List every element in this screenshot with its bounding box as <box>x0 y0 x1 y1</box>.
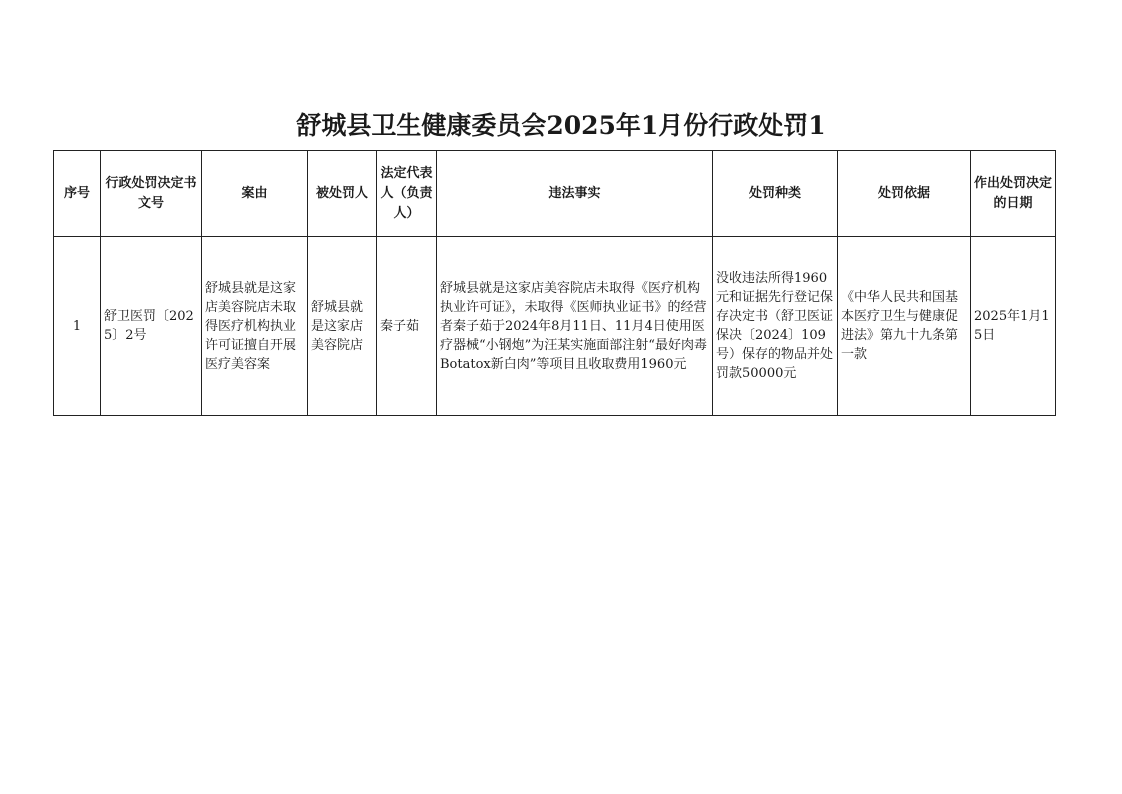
header-facts: 违法事实 <box>437 151 713 237</box>
cell-cause: 舒城县就是这家店美容院店未取得医疗机构执业许可证擅自开展医疗美容案 <box>202 237 308 416</box>
penalty-table <box>53 150 1056 416</box>
header-representative: 法定代表人（负责人） <box>377 151 437 237</box>
table-header-row <box>54 151 1056 237</box>
cell-party: 舒城县就是这家店美容院店 <box>308 237 377 416</box>
header-basis: 处罚依据 <box>838 151 971 237</box>
header-cause: 案由 <box>202 151 308 237</box>
table-row <box>54 237 1056 416</box>
cell-representative: 秦子茹 <box>377 237 437 416</box>
document-title: 舒城县卫生健康委员会2025年1月份行政处罚1 <box>296 111 826 140</box>
header-date: 作出处罚决定的日期 <box>971 151 1056 237</box>
header-index: 序号 <box>54 151 101 237</box>
header-penalty-type: 处罚种类 <box>713 151 838 237</box>
cell-date: 2025年1月15日 <box>971 237 1056 416</box>
cell-doc-number: 舒卫医罚〔2025〕2号 <box>101 237 202 416</box>
header-party: 被处罚人 <box>308 151 377 237</box>
header-doc-number: 行政处罚决定书文号 <box>101 151 202 237</box>
cell-basis: 《中华人民共和国基本医疗卫生与健康促进法》第九十九条第一款 <box>838 237 971 416</box>
cell-facts: 舒城县就是这家店美容院店未取得《医疗机构执业许可证》，未取得《医师执业证书》的经营者秦子茹于2024年8月11日、11月4日使用医疗器械“小钢炮”为汪某实施面部注射“最好肉毒Botatox新白肉”等项目且收取费用1960元 <box>437 237 713 416</box>
cell-penalty-type: 没收违法所得1960元和证据先行登记保存决定书（舒卫医证保决〔2024〕109号）保存的物品并处罚款50000元 <box>713 237 838 416</box>
cell-index: 1 <box>54 237 101 416</box>
